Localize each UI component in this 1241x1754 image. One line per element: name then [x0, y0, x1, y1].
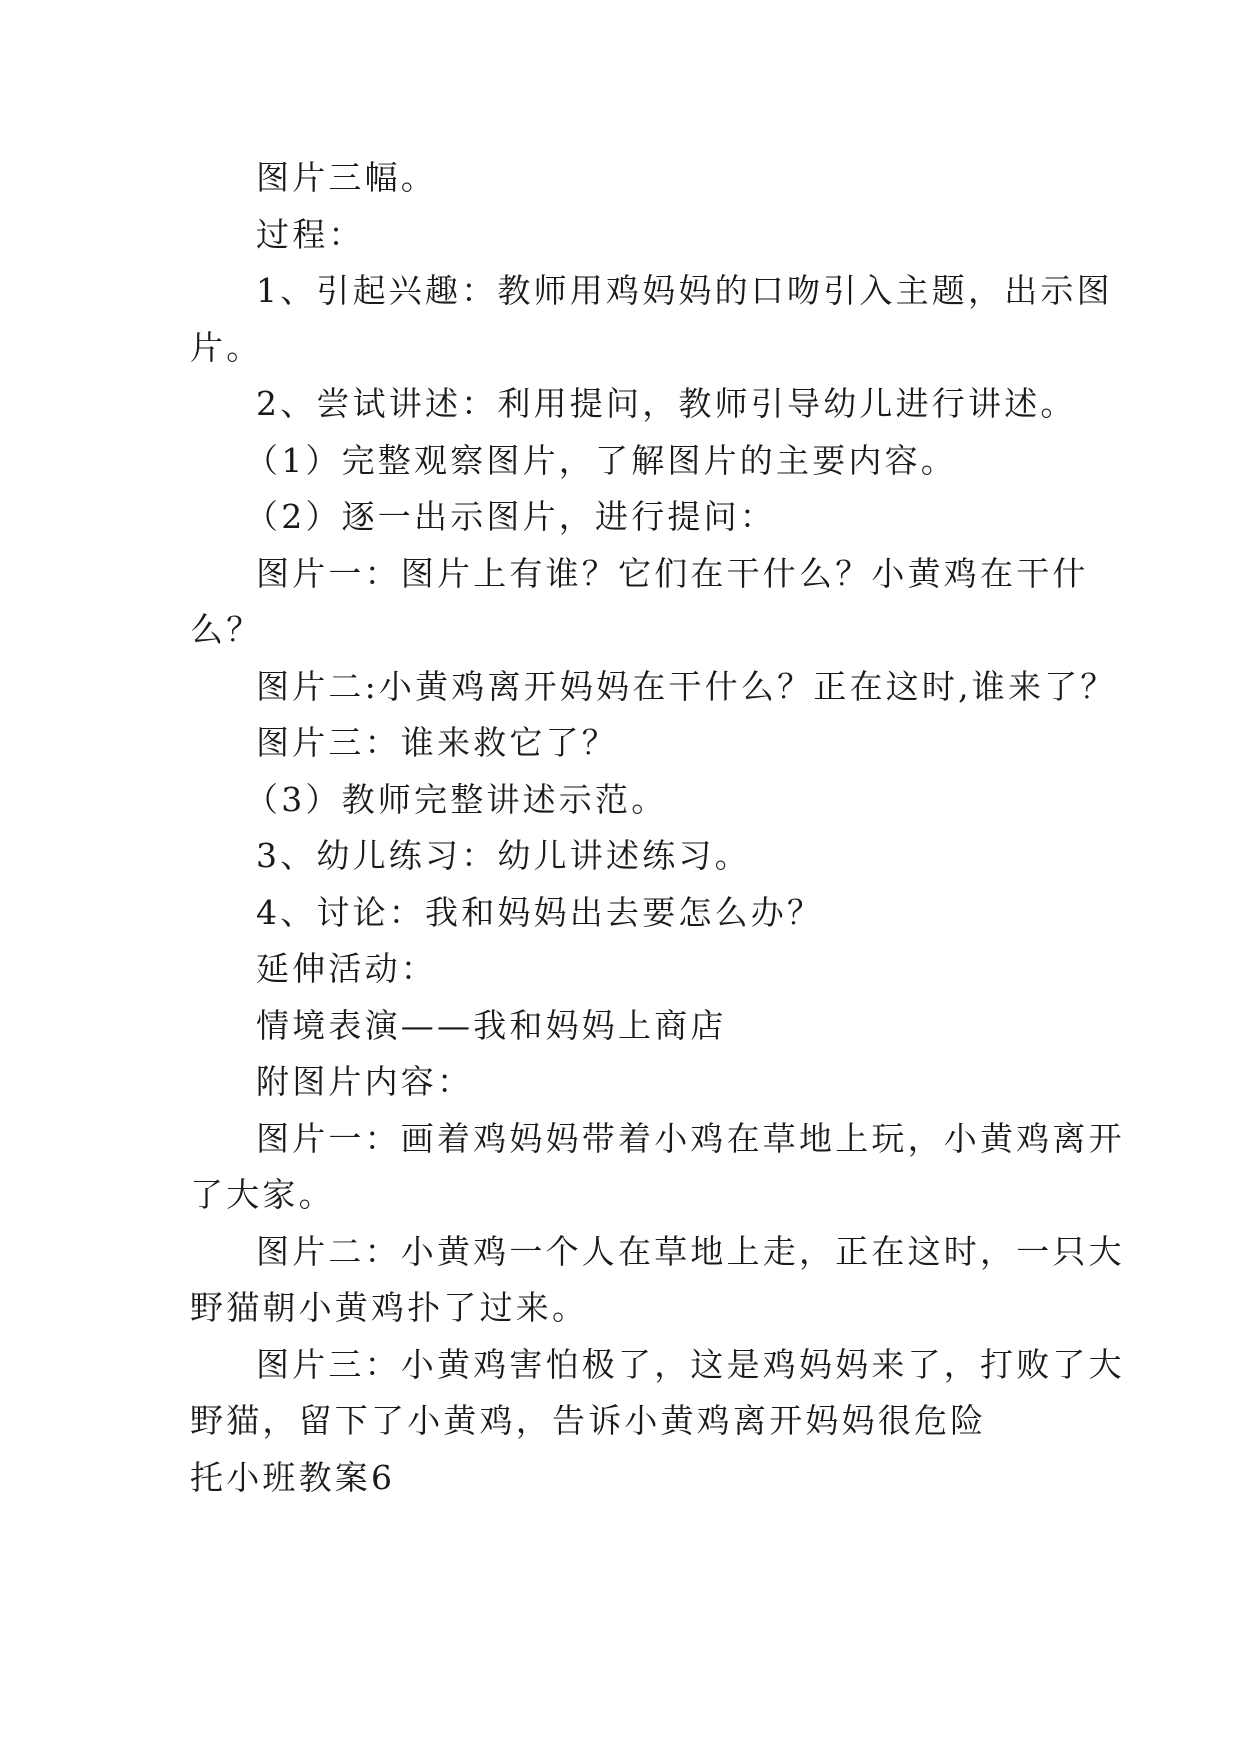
text-line: 过程： — [256, 214, 365, 254]
text-line: 么？ — [190, 610, 263, 649]
document-body — [190, 150, 1125, 1506]
text-line: 野猫，留下了小黄鸡，告诉小黄鸡离开妈妈很危险 — [190, 1401, 987, 1440]
text-line: 附图片内容： — [256, 1062, 474, 1101]
text-line: 片。 — [190, 327, 263, 367]
text-line: 图片三：小黄鸡害怕极了，这是鸡妈妈来了，打败了大 — [256, 1344, 1125, 1384]
text-line: 图片一：画着鸡妈妈带着小鸡在草地上玩，小黄鸡离开 — [256, 1118, 1125, 1158]
text-line: 3、幼儿练习：幼儿讲述练习。 — [256, 836, 751, 875]
text-line: 图片三幅。 — [256, 158, 437, 197]
text-line: 2、尝试讲述：利用提问，教师引导幼儿进行讲述。 — [256, 384, 1077, 423]
text-line: 图片三：谁来救它了？ — [256, 723, 618, 762]
text-line: 图片一：图片上有谁？它们在干什么？小黄鸡在干什 — [256, 553, 1089, 593]
text-line: （2）逐一出示图片，进行提问： — [245, 497, 776, 536]
text-line: 图片二:小黄鸡离开妈妈在干什么？正在这时,谁来了？ — [256, 666, 1117, 706]
text-line: 了大家。 — [190, 1175, 335, 1214]
text-line: （3）教师完整讲述示范。 — [245, 779, 668, 819]
text-line: 情境表演——我和妈妈上商店 — [256, 1005, 727, 1045]
text-line: 野猫朝小黄鸡扑了过来。 — [190, 1288, 589, 1327]
section-heading: 托小班教案6 — [190, 1457, 396, 1497]
text-line: 延伸活动： — [256, 949, 437, 988]
text-line: 4、讨论：我和妈妈出去要怎么办？ — [256, 892, 824, 932]
text-line: （1）完整观察图片，了解图片的主要内容。 — [245, 440, 957, 480]
text-line: 1、引起兴趣：教师用鸡妈妈的口吻引入主题，出示图 — [256, 271, 1113, 310]
text-line: 图片二：小黄鸡一个人在草地上走，正在这时，一只大 — [256, 1231, 1125, 1271]
